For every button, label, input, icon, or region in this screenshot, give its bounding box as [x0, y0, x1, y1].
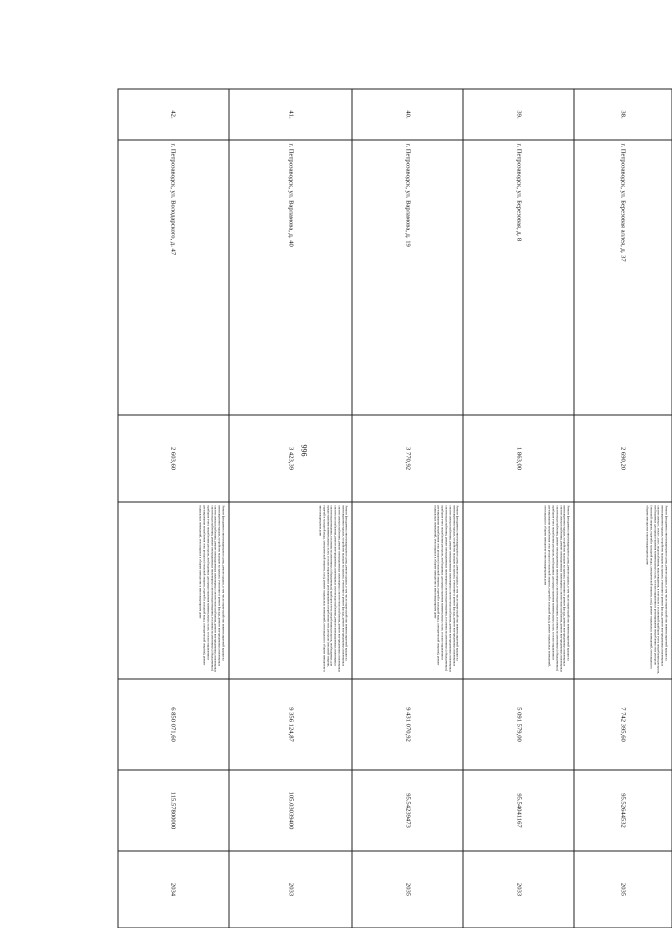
- building-address: г. Петрозаводск, ул. Березовая, д. 8: [463, 140, 574, 415]
- capital-repair-table: [117, 88, 672, 928]
- planned-year: 2035: [352, 851, 463, 928]
- table-row: [228, 89, 352, 928]
- row-number: 38.: [574, 89, 672, 140]
- repair-cost: 7 742 395,60: [574, 679, 672, 770]
- cost-rate: 105.03039400: [228, 770, 352, 851]
- row-number: 42.: [118, 89, 229, 140]
- row-number: 41.: [228, 89, 352, 140]
- row-number: 40.: [352, 89, 463, 140]
- building-area: 2 603,60: [118, 415, 229, 502]
- table-row: [118, 89, 229, 928]
- building-area: 3 423,39: [228, 415, 352, 502]
- cost-rate: 95.54041167: [463, 770, 574, 851]
- repair-cost: 5 091 579,00: [463, 679, 574, 770]
- planned-year: 2034: [118, 851, 229, 928]
- table-row: [574, 89, 672, 928]
- repair-cost: 9 356 124,87: [228, 679, 352, 770]
- cost-rate: 95.54239473: [352, 770, 463, 851]
- building-area: 3 770,92: [352, 415, 463, 502]
- planned-year: 2033: [463, 851, 574, 928]
- table-row: [463, 89, 574, 928]
- building-area: 2 690,20: [574, 415, 672, 502]
- repair-cost: 9 431 070,92: [352, 679, 463, 770]
- building-address: г. Петрозаводск, ул. Варламова, д. 40: [228, 140, 352, 415]
- table-row: [352, 89, 463, 928]
- repair-cost: 6 850 071,60: [118, 679, 229, 770]
- repair-works-list: Ремонт фундамента многоквартирного дома, ремонт крыши, в том числе переустройство невентилируемой крыши на вентилируемую крышу, устройство выходов на кровлю, утепление и ремонт фасада, ремонт внутридомовых инженерных систем электро-, тепло-, газо-, водоснабжения, водоотведения, в том числе с установкой приборов учета потребления ресурсов, необходимых для предоставления коммунальных услуг, и узлов управления и регулирования потребления этих ресурсов (тепловой энергии, горячей и холодной воды, электрической энергии, газа), ремонт подвальных помещений, относящихся к общему имуществу в многоквартирном доме: [574, 502, 672, 679]
- page-number: 996: [299, 444, 309, 457]
- repair-works-list: Ремонт фундамента многоквартирного дома, ремонт крыши, в том числе переустройство невентилируемой крыши на вентилируемую крышу, устройство выходов на кровлю, утепление и ремонт фасада, ремонт внутридомовых инженерных систем электроснабжения, ремонт внутридомовых инженерных систем теплоснабжения, ремонт внутридомовых инженерных систем водоснабжения, ремонт внутридомовых инженерных систем водоотведения, установка коллективных (общедомовых) приборов учета потребления ресурсов, необходимых для предоставления коммунальных услуг, и узлов управления и регулирования потребления этих ресурсов (тепловой энергии, горячей и холодной воды, электрической энергии), ремонт подвальных помещений, относящихся к общему имуществу в многоквартирном доме: [352, 502, 463, 679]
- repair-works-list: Ремонт фундамента многоквартирного дома, ремонт крыши, в том числе переустройство невентилируемой крыши на вентилируемую крышу, устройство выходов на кровлю, утепление и ремонт фасада, ремонт внутридомовых инженерных систем электроснабжения, ремонт внутридомовых инженерных систем теплоснабжения, ремонт внутридомовых инженерных систем газоснабжения, ремонт внутридомовых инженерных систем водоснабжения, ремонт внутридомовых инженерных систем водоотведения, установка коллективных (общедомовых) приборов учета потребления ресурсов, необходимых для предоставления коммунальных услуг, и узлов управления и регулирования потребления этих ресурсов (тепловой энергии, горячей и холодной воды, электрической энергии, газа), ремонт подвальных помещений, относящихся к общему имуществу в многоквартирном доме: [228, 502, 352, 679]
- building-address: г. Петрозаводск, ул. Володарского, д. 47: [118, 140, 229, 415]
- planned-year: 2033: [228, 851, 352, 928]
- cost-rate: 115.57800000: [118, 770, 229, 851]
- building-address: г. Петрозаводск, ул. Варламова, д. 19: [352, 140, 463, 415]
- row-number: 39.: [463, 89, 574, 140]
- repair-works-list: Ремонт фундамента многоквартирного дома, ремонт крыши, в том числе переустройство невентилируемой крыши на вентилируемую крышу, устройство выходов на кровлю, утепление и ремонт фасада, ремонт внутридомовых инженерных систем электроснабжения, ремонт внутридомовых инженерных систем теплоснабжения, ремонт внутридомовых инженерных систем водоснабжения, ремонт внутридомовых инженерных систем водоотведения, установка коллективных (общедомовых) приборов учета потребления ресурсов, необходимых для предоставления коммунальных услуг, и узлов управления и регулирования потребления этих ресурсов (тепловой энергии, горячей и холодной воды, электрической энергии), ремонт подвальных помещений, относящихся к общему имуществу в многоквартирном доме: [118, 502, 229, 679]
- planned-year: 2035: [574, 851, 672, 928]
- cost-rate: 95.52644532: [574, 770, 672, 851]
- repair-works-list: Ремонт фундамента многоквартирного дома, ремонт крыши, в том числе переустройство невентилируемой крыши на вентилируемую крышу, устройство выходов на кровлю, утепление и ремонт фасада, ремонт внутридомовых инженерных систем электроснабжения, ремонт внутридомовых инженерных систем теплоснабжения, ремонт внутридомовых инженерных систем водоснабжения, ремонт внутридомовых инженерных систем водоотведения, установка коллективных (общедомовых) приборов учета потребления ресурсов, необходимых для предоставления коммунальных услуг, и узлов управления и регулирования потребления этих ресурсов (тепловой энергии, горячей и холодной воды), ремонт подвальных помещений, относящихся к общему имуществу в многоквартирном доме: [463, 502, 574, 679]
- building-address: г. Петрозаводск, ул. Березовая аллея, д. 37: [574, 140, 672, 415]
- building-area: 1 863,00: [463, 415, 574, 502]
- capital-repair-table-rotated: [117, 88, 672, 896]
